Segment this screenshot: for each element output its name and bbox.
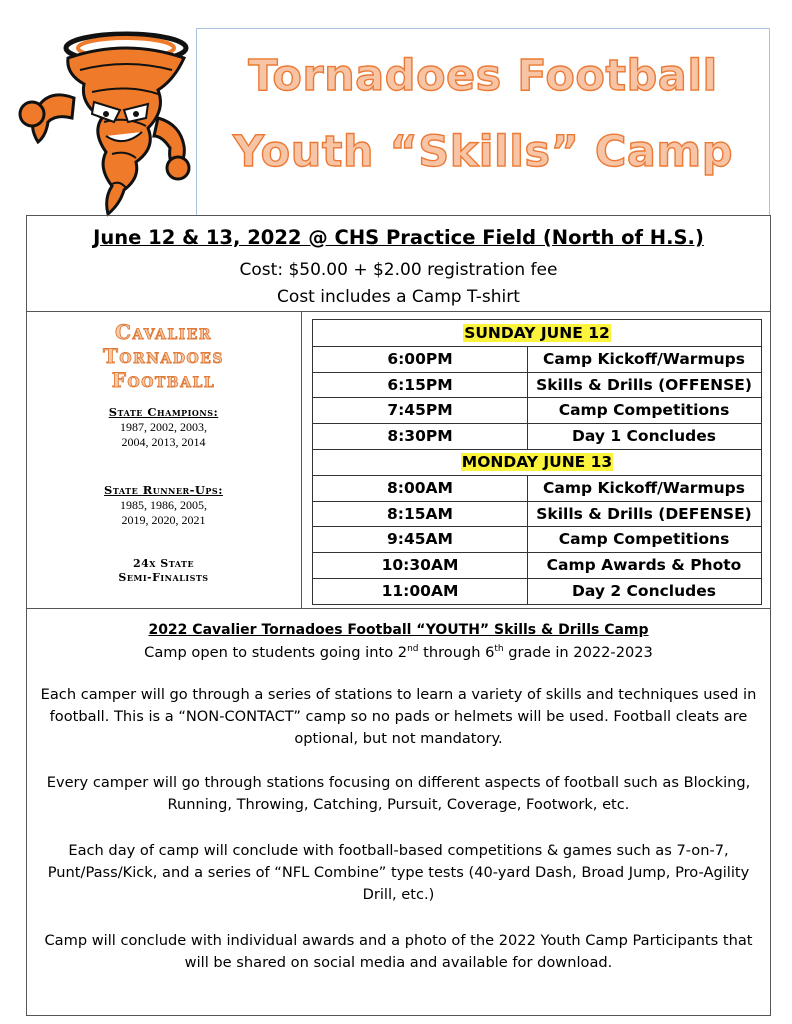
champions-label: State Champions: — [108, 405, 219, 419]
semifinal-line-1: 24x State — [132, 557, 195, 570]
time-cell: 8:30PM — [313, 423, 528, 449]
time-cell: 8:15AM — [313, 501, 528, 527]
champions-years-1: 1987, 2002, 2003, — [120, 420, 207, 434]
paragraph-2-line-2: Running, Throwing, Catching, Pursuit, Coverage, Footwork, etc. — [167, 796, 630, 813]
table-row — [313, 501, 761, 528]
paragraph-4-line-1: Camp will conclude with individual awards and a photo of the 2022 Youth Camp Participants that — [44, 932, 753, 949]
activity-cell: Camp Awards & Photo — [546, 556, 742, 575]
time-cell: 9:45AM — [313, 526, 528, 552]
table-row — [313, 423, 761, 450]
paragraph-1-line-2: football. This is a “NON-CONTACT” camp so no pads or helmets will be used. Football cleats are — [49, 708, 748, 725]
table-row — [313, 578, 761, 604]
activity-cell: Camp Competitions — [558, 401, 730, 420]
time-cell: 6:15PM — [313, 372, 528, 398]
cost-line: Cost: $50.00 + $2.00 registration fee — [239, 260, 558, 280]
paragraph-3-line-3: Drill, etc.) — [362, 886, 435, 903]
paragraph-2-line-1: Every camper will go through stations focusing on different aspects of football such as Blocking, — [46, 774, 751, 791]
time-cell: 11:00AM — [313, 578, 528, 604]
table-row — [313, 372, 761, 399]
runnerup-label: State Runner-Ups: — [104, 483, 223, 497]
activity-cell: Day 1 Concludes — [572, 427, 716, 446]
activity-cell: Skills & Drills (DEFENSE) — [536, 504, 752, 523]
event-title: June 12 & 13, 2022 @ CHS Practice Field (North of H.S.) — [93, 226, 704, 249]
time-cell: 7:45PM — [313, 397, 528, 423]
champions-years-2: 2004, 2013, 2014 — [121, 435, 206, 449]
paragraph-1-line-1: Each camper will go through a series of stations to learn a variety of skills and techniques used in — [40, 686, 757, 703]
grade-line: Camp open to students going into 2nd through 6th grade in 2022-2023 — [144, 644, 653, 661]
semifinal-line-2: Semi-Finalists — [118, 571, 209, 584]
activity-cell: Skills & Drills (OFFENSE) — [536, 375, 752, 394]
activity-cell: Camp Competitions — [558, 530, 730, 549]
table-row — [313, 475, 761, 502]
table-row — [313, 397, 761, 424]
title-line-1: Tornadoes Football — [248, 51, 718, 101]
day-header — [313, 449, 761, 476]
time-cell: 10:30AM — [313, 552, 528, 578]
paragraph-3-line-2: Punt/Pass/Kick, and a series of “NFL Combine” type tests (40-yard Dash, Broad Jump, Pro-Agility — [47, 864, 750, 881]
team-history — [26, 312, 302, 608]
table-row — [313, 346, 761, 373]
table-row — [313, 526, 761, 553]
activity-cell: Camp Kickoff/Warmups — [543, 349, 745, 368]
activity-cell: Camp Kickoff/Warmups — [543, 478, 745, 497]
section-divider — [26, 608, 771, 609]
tornado-mascot-logo — [8, 18, 196, 218]
day1-label: SUNDAY JUNE 12 — [464, 324, 610, 342]
day2-label: MONDAY JUNE 13 — [461, 453, 613, 471]
tshirt-line: Cost includes a Camp T-shirt — [277, 287, 520, 307]
title-banner — [196, 28, 770, 216]
team-name-line-3: Football — [111, 368, 216, 392]
activity-cell: Day 2 Concludes — [572, 582, 716, 600]
paragraph-4-line-2: will be shared on social media and available for download. — [184, 954, 613, 971]
time-cell: 6:00PM — [313, 346, 528, 372]
team-name-line-1: Cavalier — [114, 320, 213, 344]
day-header — [313, 320, 761, 347]
time-cell: 8:00AM — [313, 475, 528, 501]
title-line-2: Youth “Skills” Camp — [232, 127, 733, 177]
schedule-table — [312, 319, 762, 605]
camp-heading: 2022 Cavalier Tornadoes Football “YOUTH” Skills & Drills Camp — [148, 622, 649, 638]
paragraph-3-line-1: Each day of camp will conclude with football-based competitions & games such as 7-on-7, — [68, 842, 729, 859]
event-info — [26, 215, 771, 312]
paragraph-1-line-3: optional, but not mandatory. — [294, 730, 503, 747]
runnerup-years-1: 1985, 1986, 2005, — [120, 498, 207, 512]
runnerup-years-2: 2019, 2020, 2021 — [121, 513, 206, 527]
team-name-line-2: Tornadoes — [103, 344, 224, 368]
table-row — [313, 552, 761, 579]
